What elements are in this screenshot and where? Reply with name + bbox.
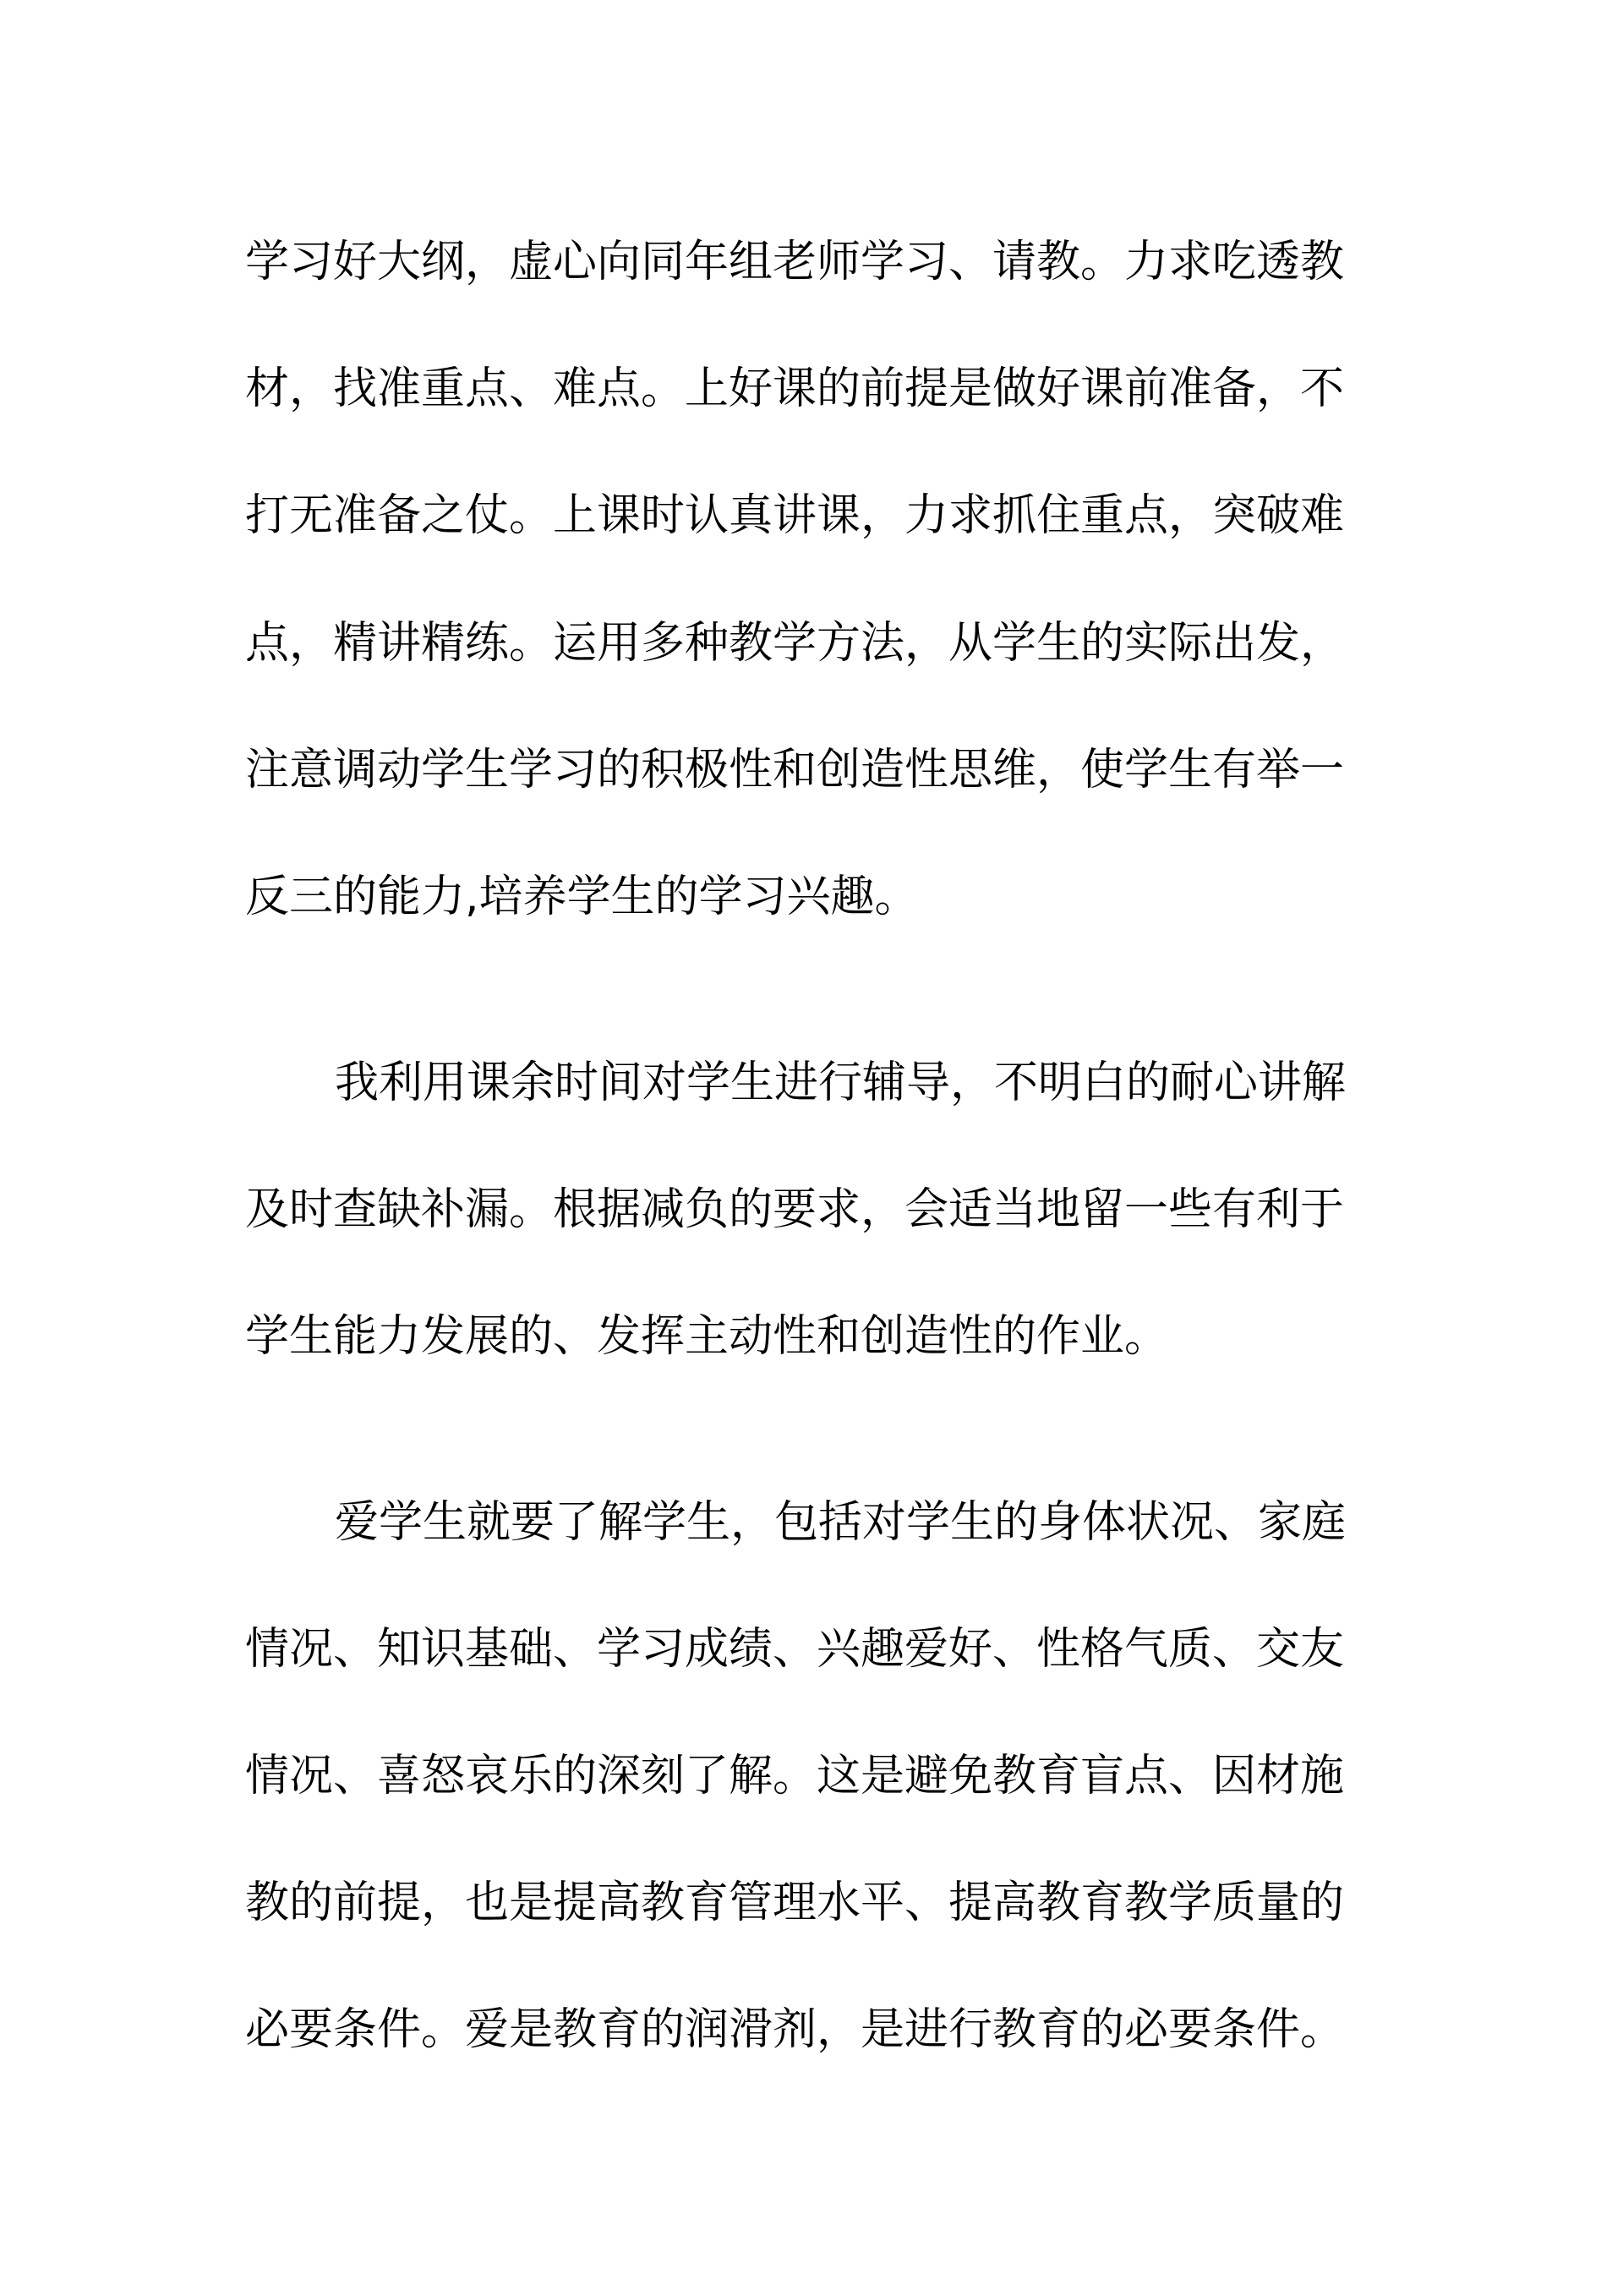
text-line: 教的前提，也是提高教育管理水平、提高教育教学质量的 — [245, 1878, 1345, 1928]
text-line: 情况、喜怒哀乐的深刻了解。这是避免教育盲点、因材施 — [245, 1751, 1345, 1801]
text-line: 学习好大纲，虚心向同年组老师学习、请教。力求吃透教 — [245, 237, 1345, 287]
text-line: 学生能力发展的、发挥主动性和创造性的作业。 — [245, 1311, 1169, 1362]
text-line: 反三的能力,培养学生的学习兴趣。 — [245, 872, 919, 922]
text-line: 注意调动学生学习的积极性和创造性思维，使学生有举一 — [245, 745, 1345, 795]
text-line: 材，找准重点、难点。上好课的前提是做好课前准备，不 — [245, 364, 1345, 414]
paragraph-first-line: 我利用课余时间对学生进行辅导，不明白的耐心讲解 — [335, 1058, 1347, 1108]
text-line: 情况、知识基础、学习成绩、兴趣爱好、性格气质、交友 — [245, 1624, 1345, 1675]
text-line: 及时查缺补漏。根据减负的要求，会适当地留一些有利于 — [245, 1184, 1345, 1235]
text-line: 点，精讲精练。运用多种教学方法，从学生的实际出发， — [245, 618, 1345, 669]
text-line: 必要条件。爱是教育的润滑剂，是进行教育的必要条件。 — [245, 2004, 1345, 2055]
paragraph-first-line: 爱学生就要了解学生，包括对学生的身体状况、家庭 — [335, 1497, 1347, 1548]
text-line: 打无准备之仗。上课时认真讲课，力求抓住重点，突破难 — [245, 490, 1345, 541]
